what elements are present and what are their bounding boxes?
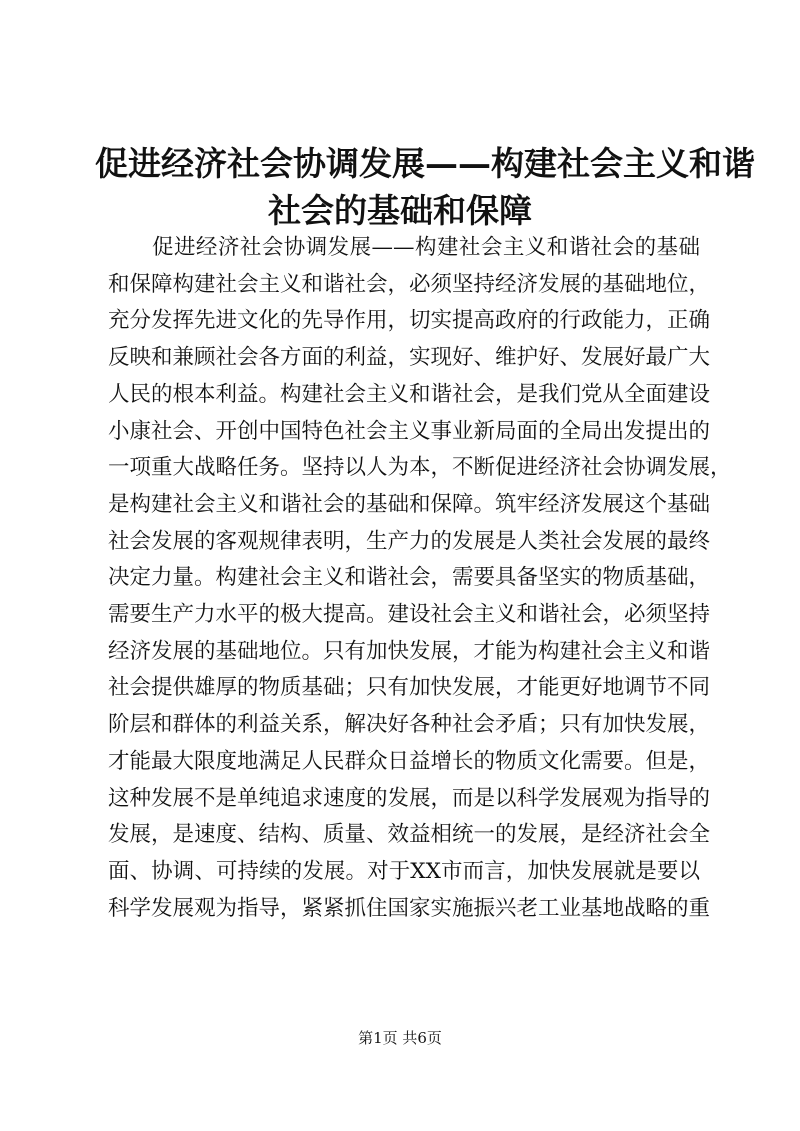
body-line: 阶层和群体的利益关系，解决好各种社会矛盾；只有加快发展， [108, 712, 711, 738]
body-line: 社会提供雄厚的物质基础；只有加快发展，才能更好地调节不同 [108, 675, 711, 701]
body-line: 发展，是速度、结构、质量、效益相统一的发展，是经济社会全 [108, 822, 711, 848]
title-line: 促进经济社会协调发展——构建社会主义和谐 [95, 144, 755, 183]
page-number-footer: 第1页 共6页 [358, 1029, 442, 1047]
body-line: 和保障构建社会主义和谐社会，必须坚持经济发展的基础地位， [108, 271, 711, 297]
body-line: 面、协调、可持续的发展。对于XX市而言，加快发展就是要以 [108, 858, 700, 884]
body-line: 一项重大战略任务。坚持以人为本，不断促进经济社会协调发展， [108, 455, 732, 481]
body-line: 是构建社会主义和谐社会的基础和保障。筑牢经济发展这个基础 [108, 491, 711, 517]
body-line: 促进经济社会协调发展——构建社会主义和谐社会的基础 [152, 235, 700, 260]
body-line: 反映和兼顾社会各方面的利益，实现好、维护好、发展好最广大 [108, 345, 711, 371]
body-line: 这种发展不是单纯追求速度的发展，而是以科学发展观为指导的 [108, 785, 711, 811]
body-paragraph [108, 230, 732, 927]
body-line: 经济发展的基础地位。只有加快发展，才能为构建社会主义和谐 [108, 638, 711, 664]
document-title [95, 140, 755, 234]
body-line: 需要生产力水平的极大提高。建设社会主义和谐社会，必须坚持 [108, 602, 711, 628]
body-line: 才能最大限度地满足人民群众日益增长的物质文化需要。但是， [108, 748, 711, 774]
body-line: 决定力量。构建社会主义和谐社会，需要具备坚实的物质基础， [108, 565, 711, 591]
body-line: 科学发展观为指导，紧紧抓住国家实施振兴老工业基地战略的重 [108, 895, 711, 921]
body-line: 人民的根本利益。构建社会主义和谐社会，是我们党从全面建设 [108, 381, 711, 407]
body-line: 社会发展的客观规律表明，生产力的发展是人类社会发展的最终 [108, 528, 711, 554]
title-line: 社会的基础和保障 [268, 191, 532, 230]
body-line: 充分发挥先进文化的先导作用，切实提高政府的行政能力，正确 [108, 308, 711, 334]
body-line: 小康社会、开创中国特色社会主义事业新局面的全局出发提出的 [108, 418, 711, 444]
